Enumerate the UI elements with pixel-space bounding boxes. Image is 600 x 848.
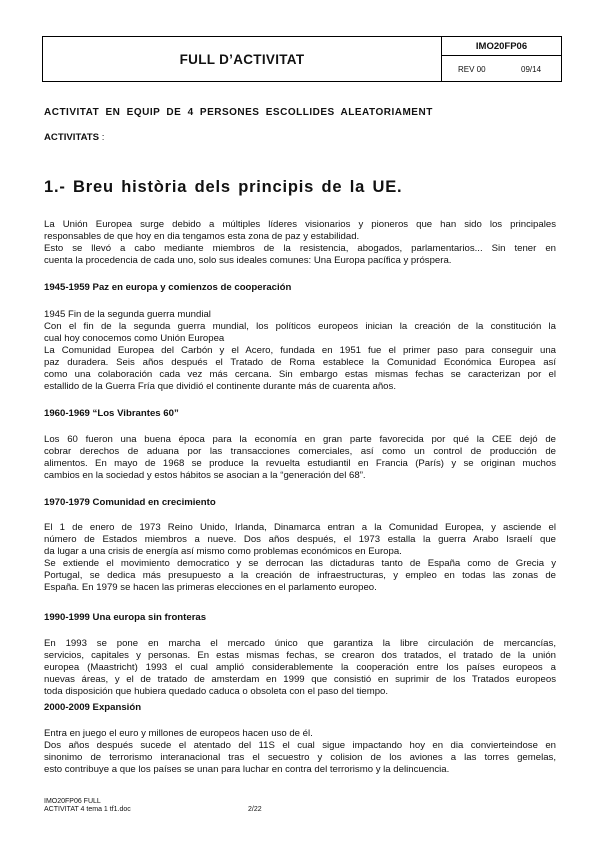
section-title: 1.- Breu història dels principis de la UE. [44,178,403,196]
footer-filename: ACTIVITAT 4 tema 1 tf1.doc [44,806,131,813]
activitats-colon: : [99,132,105,143]
paragraph-line: estallido de la Guerra Fría que dividió el continente durante más de cuarenta años. [44,381,396,392]
document-header [42,36,562,82]
paragraph-line: como una colaboración cada vez más cercana. Sin embargo estas mismas fechas se caracterizan por el [44,369,556,380]
paragraph-line: Portugal, se dedica más presupuesto a la creación de infraestructuras, y empleo en todas las zonas de [44,570,556,581]
section-heading-1990: 1990-1999 Una europa sin fronteras [44,612,207,623]
paragraph-line: Se extiende el movimiento democratico y se derrocan las dictaduras tanto de España como de Grecia y [44,558,556,569]
paragraph-line: sinonimo de terrorismo interanacional tras el secuestro y colision de los aviones a las torres gemelas, [44,752,556,763]
paragraph-line: La Unión Europea surge debido a múltiples líderes visionarios y pioneros que han sido los principales [44,219,556,230]
paragraph-line: paz duradera. Seis años después el Tratado de Roma establece la Comunidad Económica Europea así [44,357,556,368]
paragraph-line: europea (Maastricht) 1993 el cual amplió considerablemente la cooperación entre los países europeos a [44,662,556,673]
paragraph-line: Esto se llevó a cabo mediante miembros de la resistencia, abogados, parlamentarios... Sin tener en [44,243,556,254]
paragraph-line: En 1993 se pone en marcha el mercado único que garantiza la libre circulación de mercancías, [44,638,556,649]
paragraph-line: Con el fin de la segunda guerra mundial, los políticos europeos inician la creación de la constitución la [44,321,556,332]
paragraph-line: España. En 1979 se hacen las primeras elecciones en el parlamento europeo. [44,582,377,593]
paragraph-line: cual hoy conocemos como Unión Europea [44,333,225,344]
paragraph-line: cobrar derechos de aduana por las transacciones comerciales, así como un control de producción de [44,446,556,457]
paragraph-line: El 1 de enero de 1973 Reino Unido, Irlanda, Dinamarca entran a la Comunidad Europea, y asciende el [44,522,556,533]
document-code: IMO20FP06 [442,37,561,56]
paragraph-line: esto contribuye a que los países se unan para luchar en contra del terrorismo y la delincuencia. [44,764,450,775]
activitats-heading [44,132,104,143]
paragraph-line: Entra en juego el euro y millones de europeos hacen uso de él. [44,728,313,739]
activitats-label: ACTIVITATS [44,132,100,143]
section-heading-1960: 1960-1969 “Los Vibrantes 60” [44,408,179,419]
paragraph-line: responsables de que hoy en dia tengamos esta zona de paz y estabilidad. [44,231,360,242]
paragraph-line: alimentos. En mayo de 1968 se produce la revuelta estudiantil en Francia (París) y se originan muchos [44,458,556,469]
page-number: 2/22 [248,806,262,813]
paragraph-line: da lugar a una crisis de energía así mismo como problemas económicos en Europa. [44,546,402,557]
paragraph-line: número de Estados miembros a nueve. Dos años después, el 1973 estalla la guerra Arabo Israelí que [44,534,556,545]
paragraph-line: La Comunidad Europea del Carbón y el Acero, fundada en 1951 fue el primer paso para conseguir una [44,345,556,356]
paragraph-line: toda disposición que hubiera quedado caduca o obsoleta con el paso del tiempo. [44,686,389,697]
activity-description: ACTIVITAT EN EQUIP DE 4 PERSONES ESCOLLIDES ALEATORIAMENT [44,107,433,118]
paragraph-line: servicios, capitales y personas. En estas mismas fechas, se crearon dos tratados, el tratado de la unión [44,650,556,661]
paragraph-line: cambios en la sociedad y estos hábitos se asocian a la “generación del 68”. [44,470,366,481]
paragraph-line: Dos años después sucede el atentado del 11S el cual sigue impactando hoy en dia convierteindose en [44,740,556,751]
paragraph-line: Los 60 fueron una buena época para la economía en gran parte favorecida por qué la CEE dejó de [44,434,556,445]
paragraph-line: cuenta la procedencia de cada uno, solo sus ideales comunes: Una Europa pacífica y próspera. [44,255,452,266]
document-meta [442,37,561,81]
revision-date: 09/14 [521,65,542,74]
document-title: FULL D’ACTIVITAT [43,37,442,81]
paragraph-line: 1945 Fin de la segunda guerra mundial [44,309,211,320]
section-heading-2000: 2000-2009 Expansión [44,702,142,713]
footer-doc-code: IMO20FP06 FULL [44,798,101,805]
revision-label: REV 00 [458,65,486,74]
paragraph-line: nuevas áreas, y el de tratado de amsterdam en 1999 que consistió en suprimir de los Tratados europeos [44,674,556,685]
section-heading-1945: 1945-1959 Paz en europa y comienzos de cooperación [44,282,292,293]
section-heading-1970: 1970-1979 Comunidad en crecimiento [44,497,216,508]
